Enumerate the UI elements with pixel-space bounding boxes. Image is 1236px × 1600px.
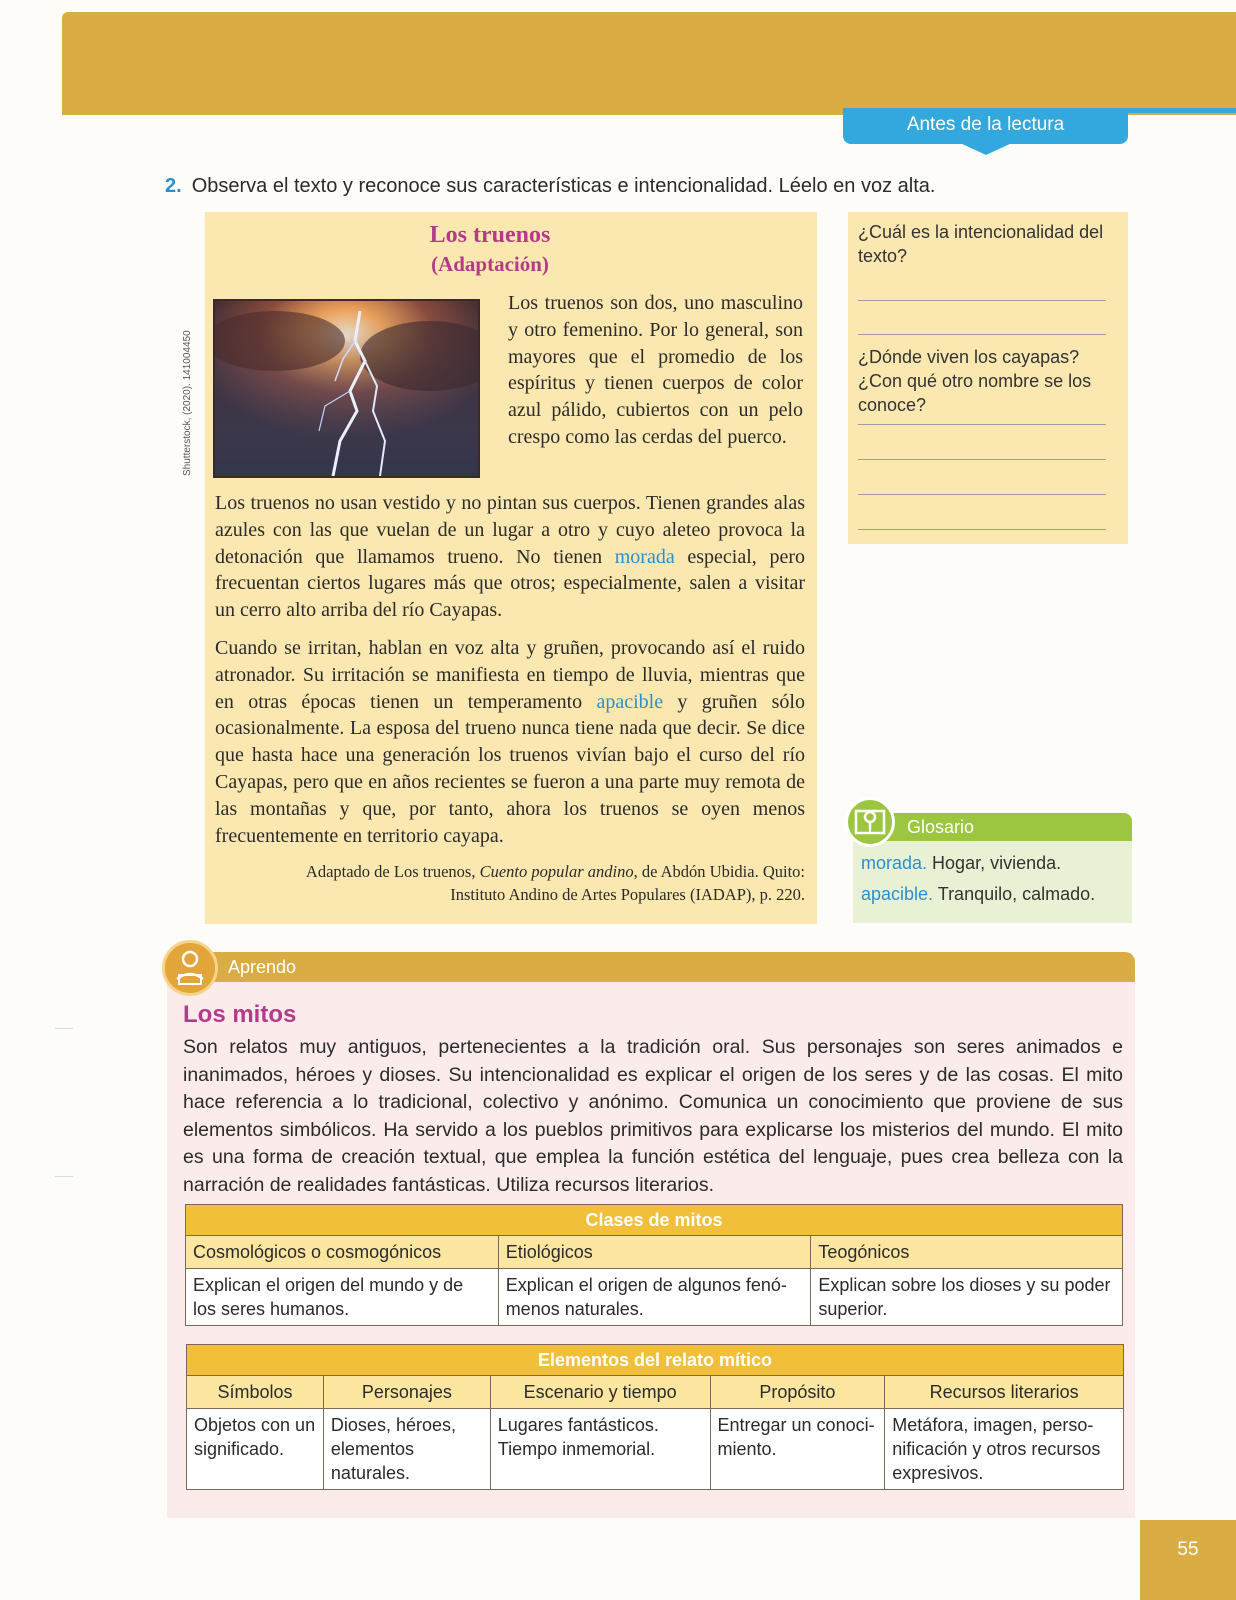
section-body-text: Son relatos muy antiguos, pertenecientes a la tradición oral. Sus personajes son seres animados e inanimados, héroes y dioses. Su intencionalidad es explicar el origen de los seres y de las cosas. El mito hace referencia a lo tradicional, colectivo y anónimo. Comunica un conocimiento que proviene de sus elementos simbólicos. Ha servido a los pueblos primitivos para explicarse los misterios del mundo. El mito es una forma de creación textual, que emplea la función estética del lenguaje, pues crea belleza con la narración de realidades fantásticas. Utiliza recursos literarios. — [183, 1036, 1123, 1196]
paragraph-3 — [215, 635, 805, 849]
answer-line[interactable] — [858, 459, 1106, 460]
answer-line[interactable] — [858, 424, 1106, 425]
table-header-cell: Escenario y tiempo — [490, 1376, 710, 1409]
table-cell: Explican el origen de algunos fenómenos naturales. — [498, 1269, 811, 1326]
table-cell: Explican el origen del mundo y de los seres humanos. — [186, 1269, 499, 1326]
book-magnifier-icon — [845, 797, 895, 847]
table-header-cell: Etiológicos — [498, 1236, 811, 1269]
myth-classes-table — [185, 1204, 1123, 1326]
glossary-term: morada. — [861, 853, 928, 873]
answer-line[interactable] — [858, 300, 1106, 301]
reading-title: Los truenos — [429, 222, 551, 248]
instruction-text: el texto y — [267, 175, 359, 197]
question-1: ¿Cuál es la intencionalidad del texto? — [858, 222, 1104, 266]
photo-credit: Shutterstock, (2020). 141004450 — [182, 330, 193, 476]
citation-book-title: Cuento popular andino — [479, 862, 634, 881]
section-title: Los mitos — [183, 1001, 297, 1028]
glossary-header: Glosario — [865, 813, 1132, 841]
glossary-entry — [861, 853, 1061, 874]
paragraph-1: Los truenos son dos, uno masculino y otro femenino. Por lo general, son mayores que el promedio de los espíritus y tienen cuerpos de color azul pálido, cubiertos con un pelo crespo como las cerdas del puerco. — [508, 292, 803, 448]
student-icon-svg — [165, 943, 215, 993]
table-cell: Objetos con un significado. — [187, 1409, 324, 1490]
source-citation — [215, 860, 805, 906]
paragraph-3-text: Cuando se irritan, hablan en voz alta y gruñen, provocando así el ruido atronador. Su irritación se manifiesta en tiempo de lluvia, mientras que en otras épocas tienen un temperamento — [215, 637, 805, 713]
paragraph-3-text: y gruñen sólo ocasionalmente. La esposa del trueno nunca tiene nada que decir. Se dice que hasta hace una generación los truenos vivían bajo el curso del río Cayapas, pero que en años recientes se fueron a una parte muy remota de las montañas y que, por tanto, ahora los truenos se oyen menos frecuentemente en territorio cayapa. — [215, 690, 805, 847]
glossary-link-morada[interactable]: morada — [614, 545, 675, 568]
glossary-term: apacible. — [861, 884, 934, 904]
instruction-text: en voz alta. — [827, 175, 936, 197]
citation-text: , de Abdón Ubidia. Quito: — [633, 862, 805, 881]
table-cell: Explican sobre los dioses y su poder superior. — [811, 1269, 1123, 1326]
answer-line[interactable] — [858, 494, 1106, 495]
table-header-cell: Propósito — [710, 1376, 885, 1409]
citation-line-2: Instituto Andino de Artes Populares (IADAP), p. 220. — [450, 885, 805, 904]
table-cell: Lugares fantásticos. Tiempo inmemorial. — [490, 1409, 710, 1490]
lightning-storm-image — [213, 299, 480, 478]
glossary-entry — [861, 884, 1095, 905]
table-cell: Dioses, héroes, elementos naturales. — [323, 1409, 490, 1490]
paragraph-2-text: especial, pero frecuentan ciertos lugares más que otros; especialmente, salen a visitar un cerro alto arriba del río Cayapas. — [215, 545, 805, 622]
margin-tick — [55, 1028, 73, 1029]
table-header-cell: Personajes — [323, 1376, 490, 1409]
reading-subtitle: (Adaptación) — [431, 252, 549, 276]
instruction-text: sus características e intencionalidad. — [440, 175, 779, 197]
table-header-cell: Símbolos — [187, 1376, 324, 1409]
table-title: Elementos del relato mítico — [187, 1345, 1124, 1376]
activity-instruction — [165, 175, 935, 198]
glossary-box — [853, 828, 1132, 923]
myth-elements-table — [186, 1344, 1124, 1490]
book-icon-svg — [848, 800, 892, 844]
citation-text: Adaptado de Los truenos, — [305, 862, 480, 881]
table-header-cell: Recursos literarios — [885, 1376, 1124, 1409]
answer-line[interactable] — [858, 334, 1106, 335]
page-number: 55 — [1140, 1520, 1236, 1600]
paragraph-2-text: Los truenos no usan vestido y no pintan sus cuerpos. Tienen grandes alas azules con las que vuelan de un lugar a otro y cuyo aleteo provoca la detonación que llamamos trueno. No tienen — [215, 492, 805, 568]
instruction-verb-observa: Observa — [191, 175, 268, 197]
table-cell: Metáfora, imagen, personificación y otros recursos expresivos. — [885, 1409, 1124, 1490]
answer-line[interactable] — [858, 529, 1106, 530]
section-tab-arrow — [960, 143, 1012, 155]
instruction-verb-reconoce: reconoce — [358, 175, 441, 197]
glossary-definition: Tranquilo, calmado. — [933, 884, 1096, 904]
paragraph-2 — [215, 490, 805, 624]
student-reading-icon — [162, 940, 218, 996]
table-cell: Entregar un conocimiento. — [710, 1409, 885, 1490]
margin-tick — [55, 1176, 73, 1177]
question-2: ¿Dónde viven los cayapas? ¿Con qué otro nombre se los conoce? — [858, 347, 1092, 415]
aprendo-header: Aprendo — [190, 952, 1135, 982]
section-tab: Antes de la lectura — [843, 108, 1128, 144]
table-header-cell: Teogónicos — [811, 1236, 1123, 1269]
glossary-link-apacible[interactable]: apacible — [596, 690, 664, 713]
citation-line-1 — [215, 860, 805, 883]
activity-number: 2. — [165, 175, 182, 197]
lightning-illustration — [215, 301, 478, 476]
glossary-definition: Hogar, vivienda. — [927, 853, 1062, 873]
instruction-verb-leelo: Léelo — [778, 175, 828, 197]
table-title: Clases de mitos — [186, 1205, 1123, 1236]
top-color-band — [62, 12, 1236, 115]
table-header-cell: Cosmológicos o cosmogónicos — [186, 1236, 499, 1269]
